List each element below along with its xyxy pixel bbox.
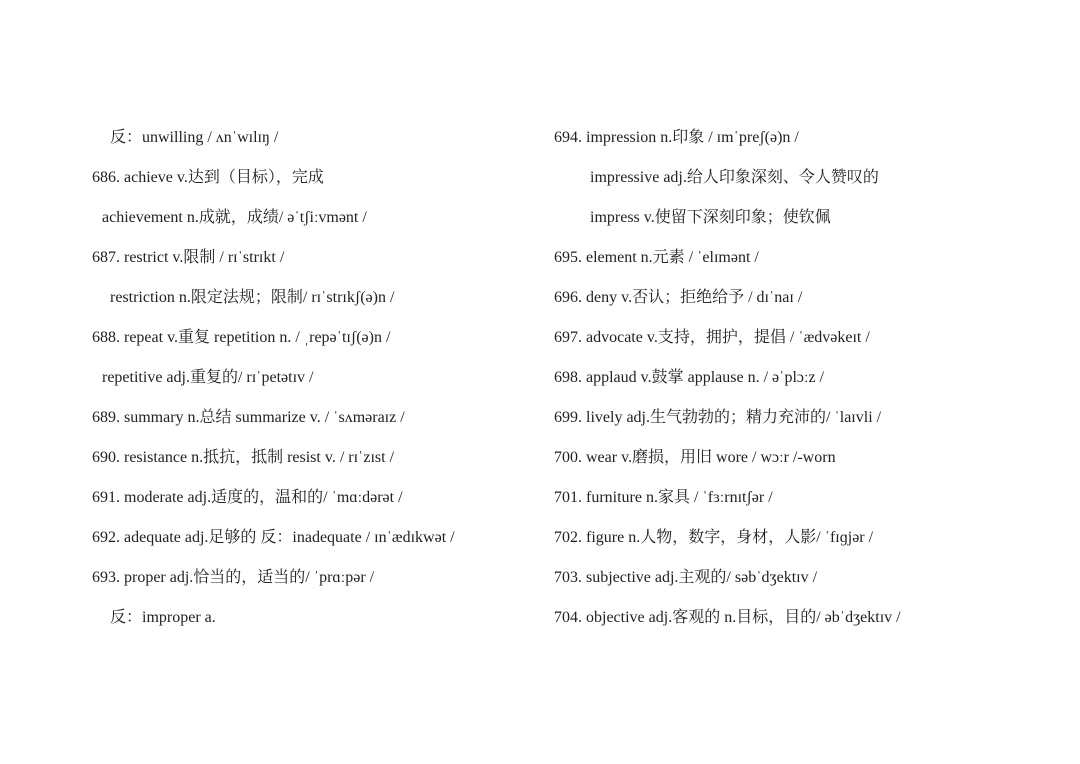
right-column (554, 118, 994, 638)
vocab-line: 反：unwilling / ʌnˈwɪlɪŋ / (110, 129, 279, 146)
vocab-line: 689. summary n.总结 summarize v. / ˈsʌməraɪz / (92, 409, 405, 426)
vocab-line: 703. subjective adj.主观的/ səbˈdʒektɪv / (554, 569, 818, 586)
vocab-line: 696. deny v.否认；拒绝给予 / dɪˈnaɪ / (554, 289, 803, 306)
vocab-line: 701. furniture n.家具 / ˈfɜːrnɪtʃər / (554, 489, 773, 506)
left-column (92, 118, 562, 638)
vocab-line: 686. achieve v.达到（目标），完成 (92, 169, 324, 186)
vocab-line: 688. repeat v.重复 repetition n. / ˌrepəˈtɪʃ(ə)n / (92, 329, 391, 346)
vocab-line: 697. advocate v.支持，拥护，提倡 / ˈædvəkeɪt / (554, 329, 870, 346)
vocab-line: impress v.使留下深刻印象；使钦佩 (590, 209, 831, 226)
vocab-line: 695. element n.元素 / ˈelɪmənt / (554, 249, 759, 266)
vocab-line: 反：improper a. (110, 609, 216, 626)
vocab-line: 700. wear v.磨损，用旧 wore / wɔːr /-worn (554, 449, 836, 466)
vocab-line: achievement n.成就，成绩/ əˈtʃiːvmənt / (102, 209, 367, 226)
vocab-line: 702. figure n.人物，数字，身材，人影/ ˈfɪɡjər / (554, 529, 874, 546)
vocab-line: 687. restrict v.限制 / rɪˈstrɪkt / (92, 249, 285, 266)
vocab-line: repetitive adj.重复的/ rɪˈpetətɪv / (102, 369, 314, 386)
vocab-line: restriction n.限定法规；限制/ rɪˈstrɪkʃ(ə)n / (110, 289, 395, 306)
vocab-line: 699. lively adj.生气勃勃的；精力充沛的/ ˈlaɪvli / (554, 409, 882, 426)
vocab-line: 693. proper adj.恰当的，适当的/ ˈprɑːpər / (92, 569, 375, 586)
vocab-line: 694. impression n.印象 / ɪmˈpreʃ(ə)n / (554, 129, 799, 146)
vocab-line: 690. resistance n.抵抗，抵制 resist v. / rɪˈzɪst / (92, 449, 395, 466)
vocab-line: 704. objective adj.客观的 n.目标，目的/ əbˈdʒektɪv / (554, 609, 901, 626)
vocab-line: 692. adequate adj.足够的 反：inadequate / ɪnˈædɪkwət / (92, 529, 455, 546)
vocab-line: 698. applaud v.鼓掌 applause n. / əˈplɔːz / (554, 369, 825, 386)
vocab-line: 691. moderate adj.适度的，温和的/ ˈmɑːdərət / (92, 489, 403, 506)
vocab-line: impressive adj.给人印象深刻、令人赞叹的 (590, 169, 879, 186)
